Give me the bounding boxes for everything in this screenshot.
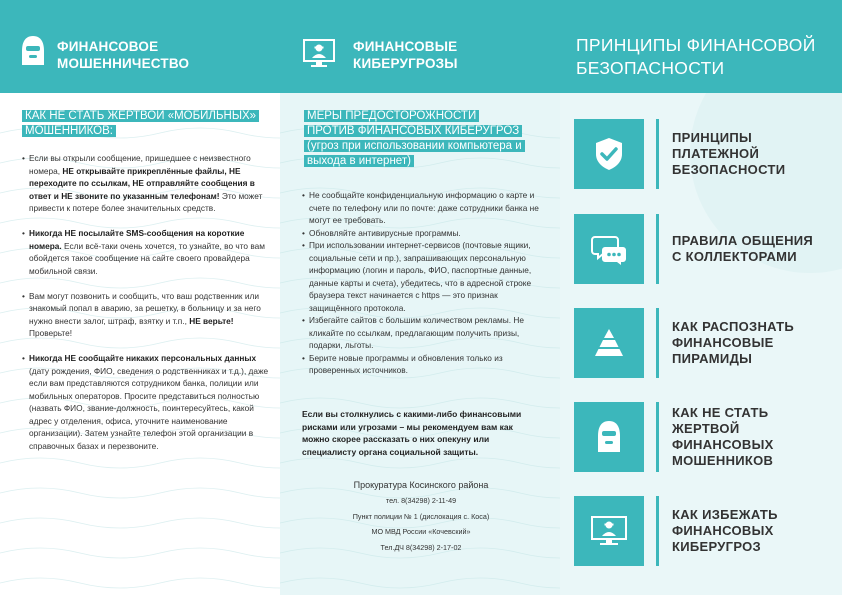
panel-financial-security-principles (560, 0, 842, 595)
list-item: • При использовании интернет-сервисов (почтовые ящики, социальные сети и пр.), запрашивающих персональную информацию (логин и пароль, ФИО, паспортные данные, данные карты и счета), убедитесь, что в адресной строке браузера текст начинается с https — это признак защищённого протокола. (302, 239, 542, 314)
principle-row-cyber (574, 496, 830, 578)
principle-icon-box (574, 496, 644, 566)
hacker-computer-icon (588, 511, 630, 551)
list-item: • Берите новые программы и обновления только из проверенных источников. (302, 352, 542, 377)
contacts-block (314, 479, 528, 553)
section-title-highlight: КАК НЕ СТАТЬ ЖЕРТВОЙ «МОБИЛЬНЫХ» МОШЕННИКОВ: (22, 110, 259, 137)
list-item: • Избегайте сайтов с большим количеством рекламы. Не кликайте по ссылкам, предлагающим получить призы, подарки, льготы. (302, 314, 542, 352)
contact-line: Пункт полиции № 1 (дислокация с. Коса) (352, 511, 490, 521)
principle-icon-box (574, 214, 644, 284)
contact-line: тел. 8(34298) 2-11-49 (385, 496, 457, 505)
cyber-tips-list (302, 189, 542, 377)
fraud-tips-list (22, 152, 270, 465)
list-item: • Не сообщайте конфиденциальную информацию о карте и счете по телефону или по почте: даже сотрудники банка не могут ее требовать. (302, 189, 542, 227)
principle-row-collectors (574, 214, 830, 296)
list-item: • Если вы открыли сообщение, пришедшее с неизвестного номера, НЕ открывайте прикреплённые файлы, НЕ переходите по ссылкам, НЕ отправляйте сообщения в ответ и НЕ звоните по указанным телефонам! Это может привести к потере более значительных средств. (22, 152, 270, 215)
accent-divider (656, 119, 659, 189)
list-item: • Обновляйте антивирусные программы. (302, 227, 542, 240)
panel-financial-fraud (0, 0, 280, 595)
panel1-section-title (22, 109, 262, 139)
list-item: • Никогда НЕ посылайте SMS-сообщения на короткие номера. Если всё-таки очень хочется, то узнайте, во что вам обойдется такое сообщение на сайте своего провайдера мобильной связи. (22, 227, 270, 277)
principle-label: ПРИНЦИПЫ ПЛАТЕЖНОЙ БЕЗОПАСНОСТИ (672, 130, 786, 177)
panel3-title: ПРИНЦИПЫ ФИНАНСОВОЙ БЕЗОПАСНОСТИ (576, 35, 816, 78)
shield-check-icon (589, 134, 629, 174)
principle-row-fraudsters (574, 402, 830, 484)
hacker-computer-icon (302, 36, 336, 70)
principle-icon-box (574, 119, 644, 189)
accent-divider (656, 214, 659, 284)
contact-line: МО МВД России «Кочевский» (371, 527, 471, 536)
panel2-section-title (304, 109, 524, 169)
principle-row-payment (574, 119, 830, 201)
principle-icon-box (574, 308, 644, 378)
panel2-title: ФИНАНСОВЫЕ КИБЕРУГРОЗЫ (353, 39, 458, 71)
pyramid-icon (589, 323, 629, 363)
speech-bubbles-icon (589, 229, 629, 269)
accent-divider (656, 402, 659, 472)
contact-line: Тел.ДЧ 8(34298) 2-17-02 (380, 542, 462, 552)
principle-row-pyramids (574, 308, 830, 390)
principle-icon-box (574, 402, 644, 472)
list-item: • Вам могут позвонить и сообщить, что ваш родственник или знакомый попал в аварию, за решетку, в больницу и за него нужно внести залог, штраф, взятку и т.п., НЕ верьте! Проверьте! (22, 290, 270, 340)
section-title-highlight: МЕРЫ ПРЕДОСТОРОЖНОСТИ ПРОТИВ ФИНАНСОВЫХ КИБЕРУГРОЗ (угроз при использовании компьютера и выхода в интернет) (304, 110, 525, 167)
accent-divider (656, 496, 659, 566)
principle-label: КАК НЕ СТАТЬ ЖЕРТВОЙ ФИНАНСОВЫХ МОШЕННИКОВ (672, 405, 774, 468)
principle-label: КАК ИЗБЕЖАТЬ ФИНАНСОВЫХ КИБЕРУГРОЗ (672, 507, 778, 554)
contact-line: Прокуратура Косинского района (353, 480, 489, 490)
principle-label: КАК РАСПОЗНАТЬ ФИНАНСОВЫЕ ПИРАМИДЫ (672, 319, 795, 366)
list-item: • Никогда НЕ сообщайте никаких персональных данных (дату рождения, ФИО, сведения о родственниках и т.д.), даже если вам представляются сотрудником банка, полиции или мобильных операторов. Просите представиться полностью (назвать ФИО, звание-должность, поинтересуйтесь, какой адрес у отделения, офиса, уточните наименование организации). Затем узнайте телефон этой организации в справочных базах и перезвоните. (22, 352, 270, 452)
recommendation-callout: Если вы столкнулись с какими-либо финансовыми рисками или угрозами – мы рекомендуем вам как можно скорее рассказать о них опекуну или специалисту органа социальной защиты. (302, 409, 522, 457)
balaclava-mask-icon (589, 417, 629, 457)
panel-cyber-threats (280, 0, 560, 595)
accent-divider (656, 308, 659, 378)
balaclava-mask-icon (16, 34, 50, 68)
panel1-title: ФИНАНСОВОЕ МОШЕННИЧЕСТВО (57, 39, 190, 71)
principle-label: ПРАВИЛА ОБЩЕНИЯ С КОЛЛЕКТОРАМИ (672, 233, 814, 264)
